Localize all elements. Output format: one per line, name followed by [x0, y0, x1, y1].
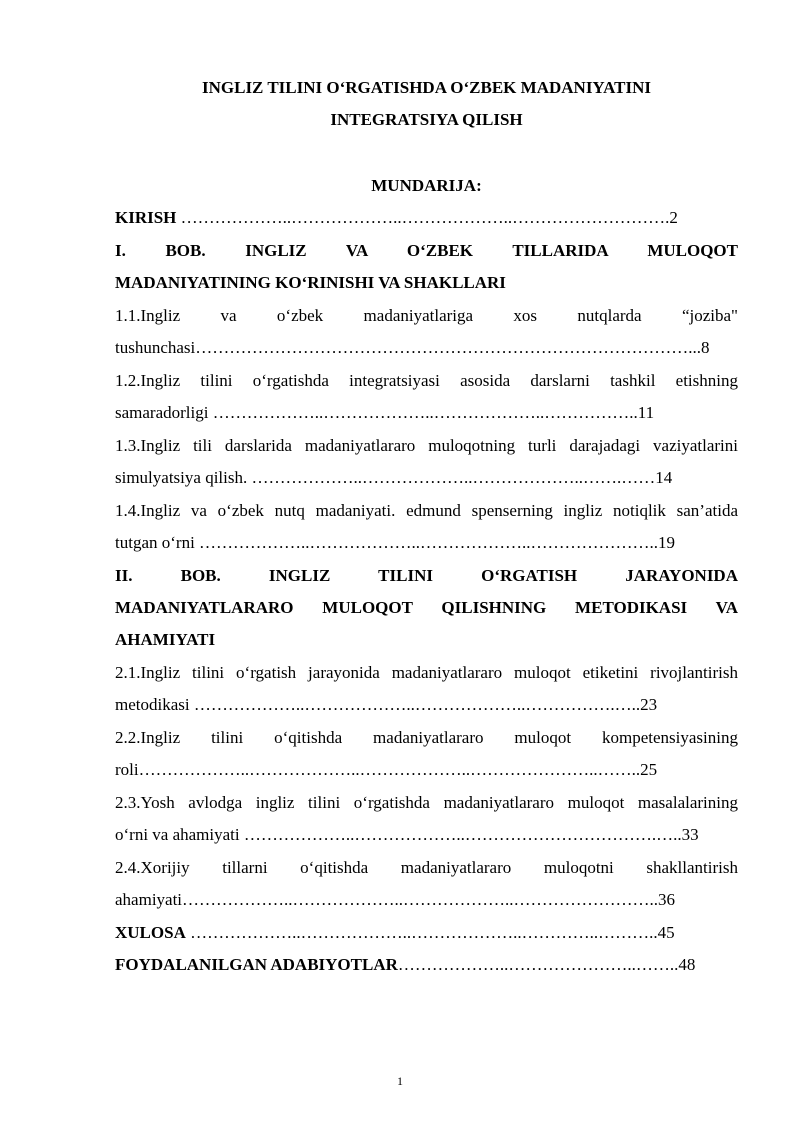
toc-entry-xulosa — [115, 922, 738, 944]
toc-chapter-2-line-2: MADANIYATLARARO MULOQOT QILISHNING METODIKASI VA — [115, 598, 738, 617]
toc-entry-kirish — [115, 207, 738, 229]
toc-entry-adabiyotlar-label: FOYDALANILGAN ADABIYOTLAR — [115, 955, 398, 974]
toc-section-2-1-line-2: metodikasi ………………..………………..………………..…………….…..23 — [115, 695, 658, 714]
toc-section-2-3-line-1: 2.3.Yosh avlodga ingliz tilini o‘rgatishda madaniyatlararo muloqot masalalarining — [115, 793, 738, 812]
toc-section-1-3-line-1: 1.3.Ingliz tili darslarida madaniyatlararo muloqotning turli darajadagi vaziyatlarini — [115, 436, 738, 455]
toc-section-1-4-line-2: tutgan o‘rni ………………..………………..………………..…………………..19 — [115, 533, 676, 552]
toc-section-1-1-line-2: tushunchasi……………………………………………………………………………...8 — [115, 338, 710, 357]
toc-section-2-2-line-2: roli………………..………………..………………..…………………..……..25 — [115, 760, 658, 779]
toc-chapter-1-line-2: MADANIYATINING KO‘RINISHI VA SHAKLLARI — [115, 273, 506, 292]
document-title-line-2: INTEGRATSIYA QILISH — [330, 110, 523, 129]
document-title-line-1: INGLIZ TILINI O‘RGATISHDA O‘ZBEK MADANIYATINI — [201, 78, 652, 97]
toc-section-1-3-line-2: simulyatsiya qilish. ………………..………………..………………..…….……14 — [115, 468, 673, 487]
toc-section-2-2-line-1: 2.2.Ingliz tilini o‘qitishda madaniyatlararo muloqot kompetensiyasining — [115, 728, 738, 747]
toc-entry-kirish-text: KIRISH ………………..………………..………………..……………………….2 — [115, 208, 678, 227]
toc-section-1-2-line-2: samaradorligi ………………..………………..………………..……………..11 — [115, 403, 655, 422]
toc-section-2-4-line-2: ahamiyati………………..………………..………………..……………………..36 — [115, 890, 676, 909]
contents-heading: MUNDARIJA: — [371, 176, 482, 195]
toc-section-2-1-line-1: 2.1.Ingliz tilini o‘rgatish jarayonida madaniyatlararo muloqot etiketini rivojlantirish — [115, 663, 738, 682]
toc-section-1-2-line-1: 1.2.Ingliz tilini o‘rgatishda integratsiyasi asosida darslarni tashkil etishning — [115, 371, 738, 390]
toc-chapter-2-line-1: II. BOB. INGLIZ TILINI O‘RGATISH JARAYONIDA — [115, 566, 738, 585]
toc-chapter-1-line-1: I. BOB. INGLIZ VA O‘ZBEK TILLARIDA MULOQOT — [115, 241, 738, 260]
page-number: 1 — [397, 1074, 403, 1088]
toc-section-1-4-line-1: 1.4.Ingliz va o‘zbek nutq madaniyati. edmund spenserning ingliz notiqlik san’atida — [115, 501, 738, 520]
toc-entry-adabiyotlar-dots: ………………..…………………..……..48 — [397, 955, 696, 974]
toc-chapter-2-line-3: AHAMIYATI — [115, 630, 216, 649]
toc-entry-xulosa-text: XULOSA ………………..………………..………………..…………..………..45 — [115, 923, 675, 942]
toc-entry-adabiyotlar — [115, 954, 738, 976]
toc-section-1-1-line-1: 1.1.Ingliz va o‘zbek madaniyatlariga xos nutqlarda “joziba" — [115, 306, 738, 325]
toc-section-2-4-line-1: 2.4.Xorijiy tillarni o‘qitishda madaniyatlararo muloqotni shakllantirish — [115, 858, 738, 877]
toc-section-2-3-line-2: o‘rni va ahamiyati ………………..………………..…………………………….…..33 — [115, 825, 699, 844]
